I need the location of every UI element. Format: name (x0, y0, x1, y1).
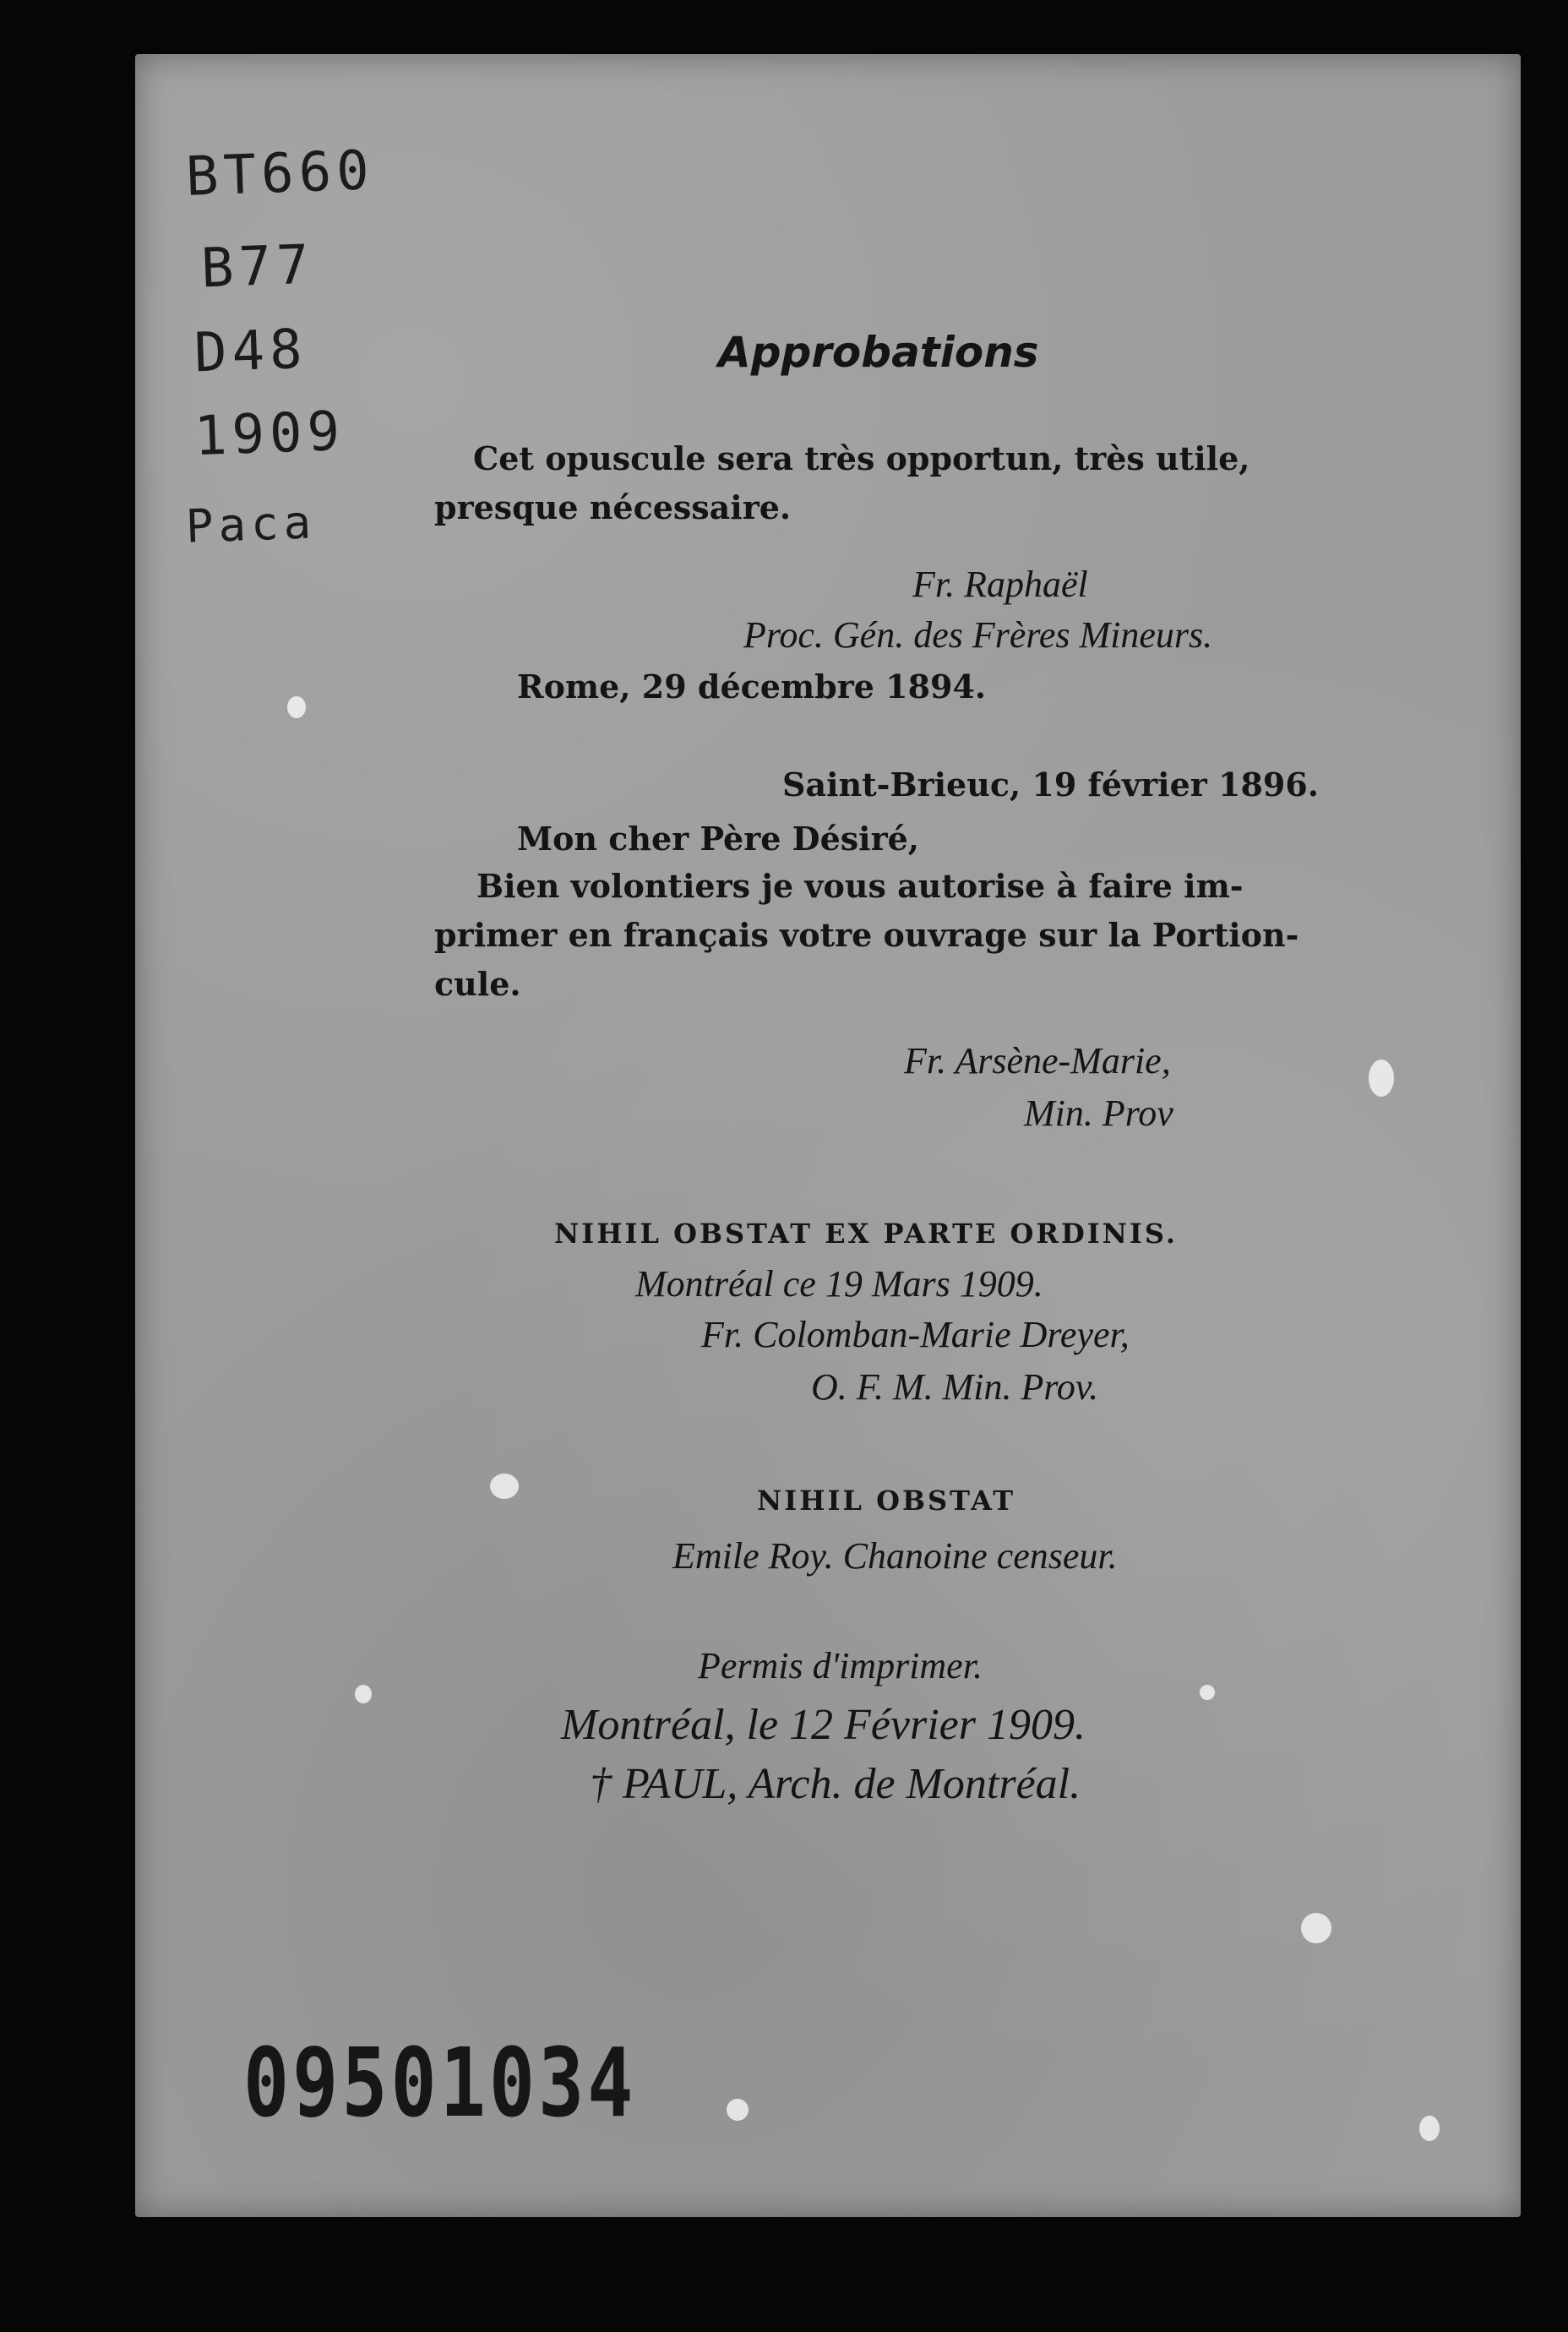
approval2-line-2: primer en français votre ouvrage sur la Portion- (434, 916, 1299, 954)
paper-speck (1301, 1913, 1331, 1943)
paper-speck (287, 696, 306, 718)
shelfmark-line-3: D48 (193, 318, 308, 385)
approval1-line-1: Cet opuscule sera très opportun, très utile, (473, 439, 1250, 477)
shelfmark-line-1: BT660 (184, 139, 375, 209)
paper-speck (727, 2099, 749, 2121)
nihil-obstat-order-signer-title: O. F. M. Min. Prov. (811, 1366, 1099, 1408)
approval1-signer: Fr. Raphaël (912, 564, 1088, 605)
approval2-line-1: Bien volontiers je vous autorise à faire im- (476, 867, 1244, 905)
paper-speck (355, 1685, 372, 1703)
paper-speck (490, 1474, 519, 1499)
approval2-place-date: Saint-Brieuc, 19 février 1896. (782, 766, 1320, 804)
approval1-signer-title: Proc. Gén. des Frères Mineurs. (743, 614, 1213, 656)
paper-speck (1369, 1060, 1394, 1097)
approval2-signer-title: Min. Prov (1024, 1092, 1173, 1134)
approval2-line-3: cule. (434, 965, 521, 1003)
nihil-obstat-order-heading: NIHIL OBSTAT EX PARTE ORDINIS. (554, 1218, 1178, 1250)
approval1-line-2: presque nécessaire. (434, 488, 792, 526)
accession-number-stamp: 09501034 (243, 2028, 637, 2139)
nihil-obstat-heading: NIHIL OBSTAT (757, 1485, 1016, 1517)
shelfmark-line-4: 1909 (193, 400, 346, 469)
approval1-place-date: Rome, 29 décembre 1894. (517, 667, 987, 706)
nihil-obstat-order-signer: Fr. Colomban-Marie Dreyer, (701, 1314, 1130, 1355)
imprimatur-label: Permis d'imprimer. (698, 1645, 983, 1686)
imprimatur-place-date: Montréal, le 12 Février 1909. (561, 1701, 1086, 1749)
nihil-obstat-signer: Emile Roy. Chanoine censeur. (672, 1535, 1118, 1577)
shelfmark-line-5: Paca (184, 495, 318, 553)
page-title: Approbations (718, 328, 1039, 377)
approval2-signer: Fr. Arsène-Marie, (904, 1040, 1171, 1082)
shelfmark-line-2: B77 (199, 233, 315, 301)
imprimatur-signer: † PAUL, Arch. de Montréal. (590, 1760, 1081, 1808)
paper-speck (1200, 1685, 1215, 1700)
nihil-obstat-order-place-date: Montréal ce 19 Mars 1909. (635, 1263, 1043, 1305)
document-page (135, 54, 1521, 2217)
approval2-salutation: Mon cher Père Désiré, (517, 820, 920, 858)
paper-speck (1419, 2116, 1440, 2141)
